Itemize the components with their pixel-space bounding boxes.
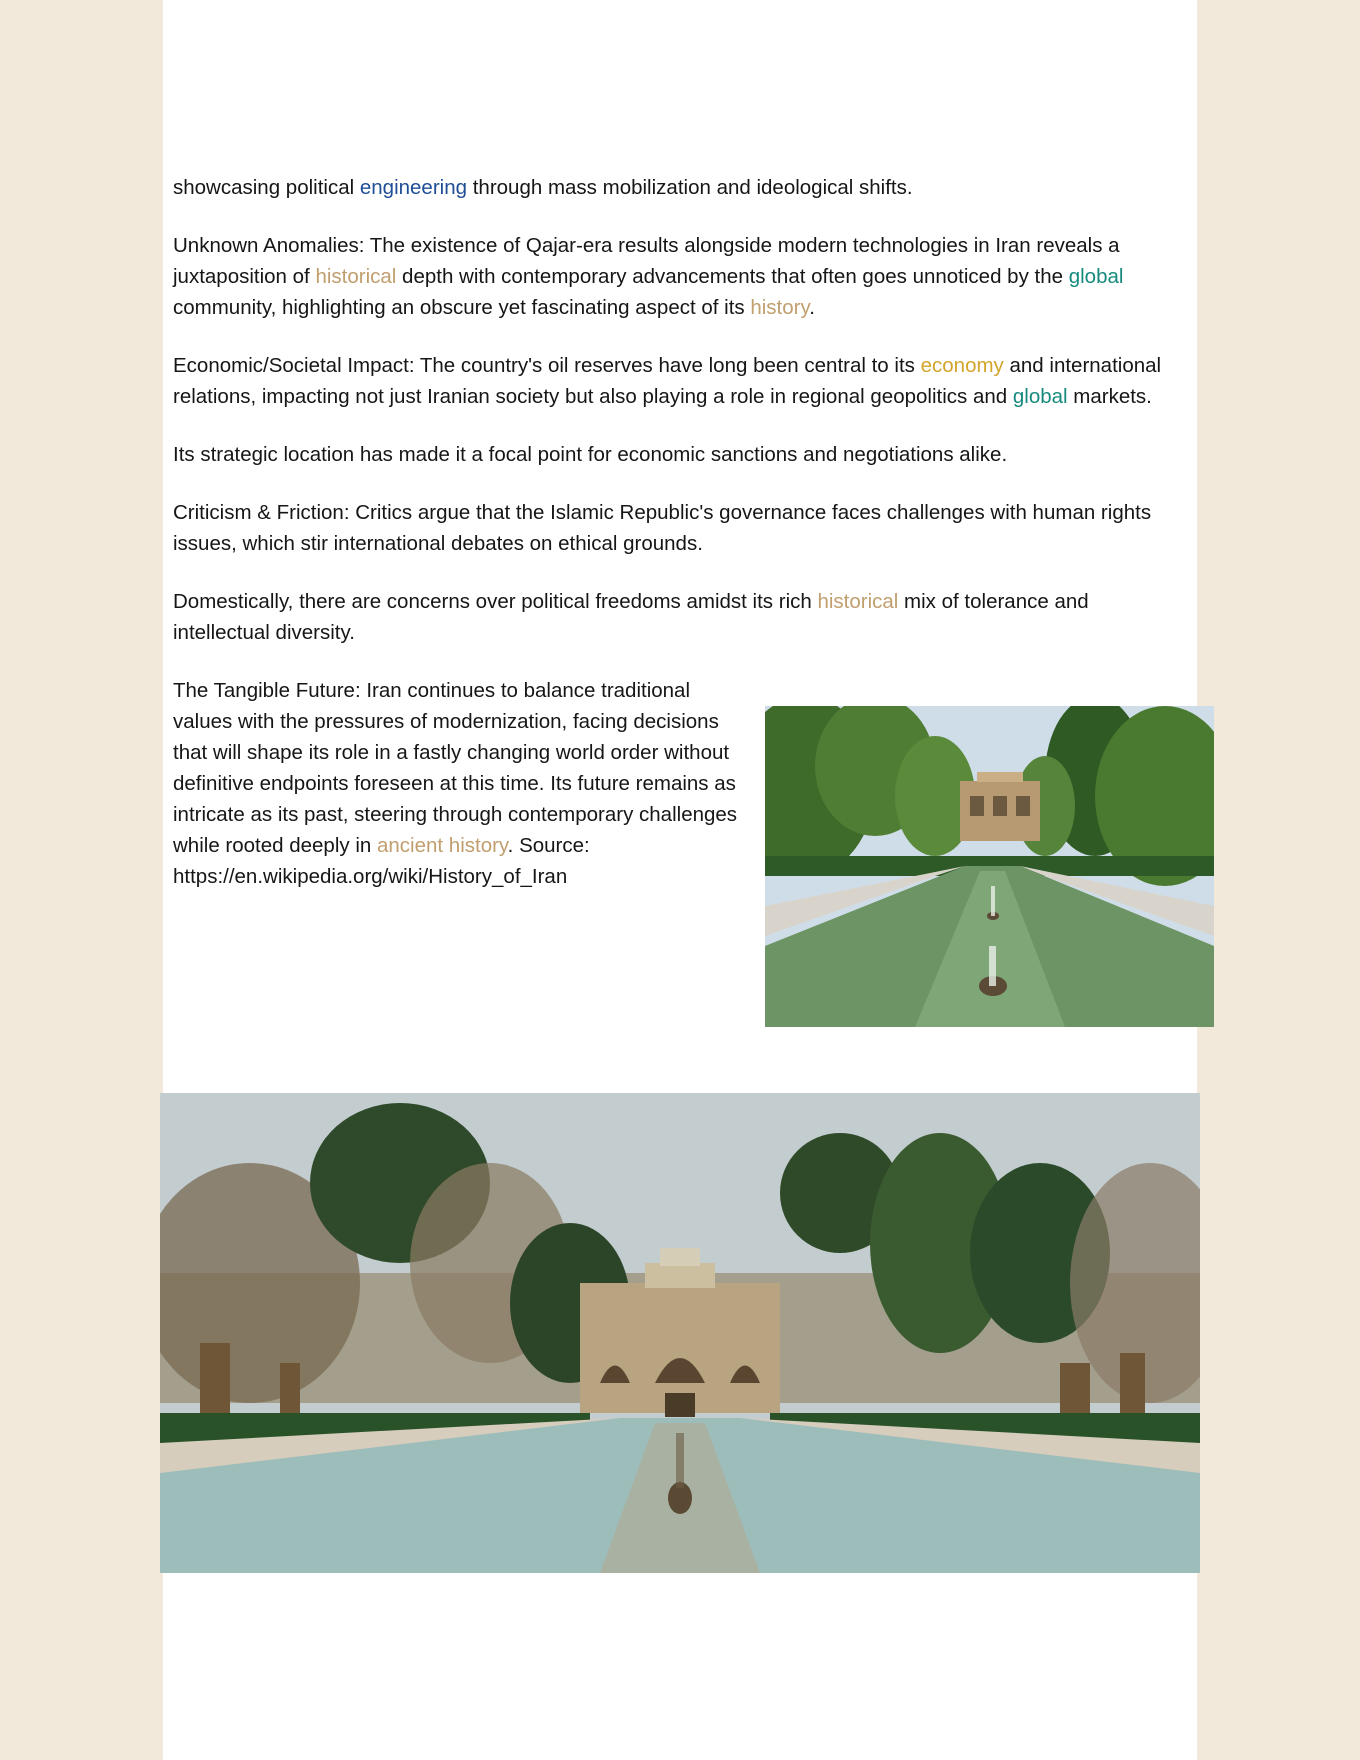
paragraph-7: [173, 675, 743, 892]
text: community, highlighting an obscure yet fascinating aspect of its: [173, 296, 751, 319]
keyword-link-historical[interactable]: historical: [315, 265, 397, 288]
text: showcasing political: [173, 176, 360, 199]
text: mix of tolerance and intellectual diversity.: [173, 590, 1089, 644]
keyword-link-economy[interactable]: economy: [920, 354, 1004, 377]
keyword-link-global[interactable]: global: [1068, 265, 1124, 288]
paragraph-1: [173, 172, 1185, 203]
text: . Source: https://en.wikipedia.org/wiki/History_of_Iran: [173, 834, 590, 888]
text: The Tangible Future: Iran continues to balance traditional values with the pressures of modernization, facing decisions that will shape its role in a fastly changing world order without definitive endpoints foreseen at this time. Its future remains as intricate as its past, steering through contemporary challenges while rooted deeply in: [173, 679, 738, 857]
paragraph-4: [173, 439, 1185, 470]
paragraph-5: [173, 497, 1185, 559]
text: Unknown Anomalies: The existence of Qajar-era results alongside modern technologies in Iran reveals a juxtaposition of: [173, 234, 1120, 288]
paragraph-6: [173, 586, 1185, 648]
keyword-link-global[interactable]: global: [1012, 385, 1068, 408]
text: depth with contemporary advancements that often goes unnoticed by the: [396, 265, 1069, 288]
keyword-link-history[interactable]: history: [750, 296, 810, 319]
text: .: [809, 296, 815, 319]
text: markets.: [1067, 385, 1152, 408]
palace-reflecting-pool-photo: [160, 1093, 1200, 1573]
paragraph-2: [173, 230, 1185, 323]
keyword-link-engineering[interactable]: engineering: [359, 176, 468, 199]
text: and international relations, impacting not just Iranian society but also playing a role in regional geopolitics and: [173, 354, 1162, 408]
keyword-link-ancient-history[interactable]: ancient history: [377, 834, 508, 857]
text: Domestically, there are concerns over political freedoms amidst its rich: [173, 590, 818, 613]
text: Criticism & Friction: Critics argue that the Islamic Republic's governance faces challenges with human rights issues, which stir international debates on ethical grounds.: [173, 501, 1152, 555]
paragraph-3: [173, 350, 1185, 412]
text: through mass mobilization and ideological shifts.: [467, 176, 913, 199]
palace-garden-fountain-photo: [765, 706, 1214, 1027]
text: Economic/Societal Impact: The country's oil reserves have long been central to its: [173, 354, 921, 377]
text: Its strategic location has made it a focal point for economic sanctions and negotiations alike.: [173, 443, 1008, 466]
keyword-link-historical[interactable]: historical: [817, 590, 899, 613]
